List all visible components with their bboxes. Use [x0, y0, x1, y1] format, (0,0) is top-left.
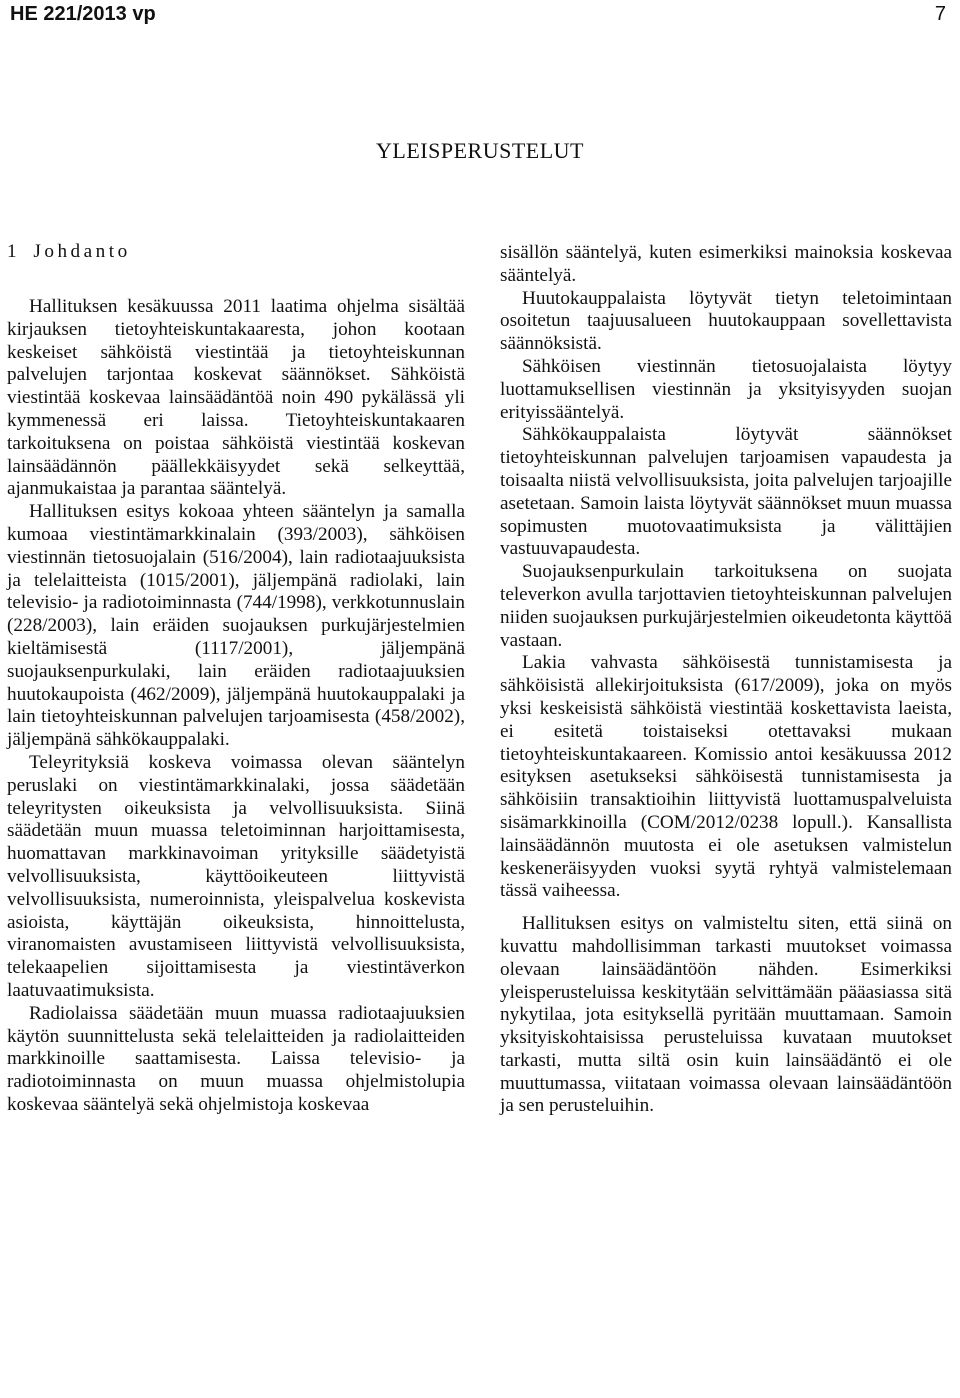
page-header — [0, 0, 960, 40]
paragraph: sisällön sääntelyä, kuten esimerkiksi mainoksia koskevaa sääntelyä. — [500, 242, 952, 286]
paragraph: Suojauksenpurkulain tarkoituksena on suojata televerkon avulla tarjottavien tietoyhteiskunnan palvelujen niiden suojauksen purkujärjestelmien oikeudetonta käyttöä vastaan. — [500, 561, 952, 651]
document-id: HE 221/2013 vp — [10, 3, 156, 25]
paragraph: Sähköisen viestinnän tietosuojalaista löytyy luottamuksellisen viestinnän ja yksityisyyden suojan erityissääntelyä. — [500, 355, 952, 423]
paragraph: Sähkökauppalaista löytyvät säännökset tietoyhteiskunnan palvelujen tarjoamisen vapaudesta ja toisaalta niistä velvollisuuksista, joita palvelujen tarjoajille asetetaan. Samoin laista löytyvät säännökset muun muassa sopimusten muotovaatimuksista ja välittäjien vastuuvapaudesta. — [500, 424, 952, 560]
page-number: 7 — [934, 3, 946, 25]
right-column — [500, 242, 952, 1118]
paragraph: Teleyrityksiä koskeva voimassa olevan sääntelyn peruslaki on viestintämarkkinalaki, jossa säädetään teleyritysten oikeuksista ja velvollisuuksista. Siinä säädetään muun muassa teletoiminnan harjoittamisesta, huomattavan markkinavoiman yrityksille säädetyistä velvollisuuksista, käyttöoikeuteen liittyvistä velvollisuuksista, numeroinnista, yleispalvelua koskevista asioista, käyttäjän oikeuksista, hinnoittelusta, viranomaisten avustamiseen liittyvistä velvollisuuksista, telekaapelien sijoittamisesta ja viestintäverkon laatuvaatimuksista. — [7, 751, 465, 1001]
paragraph: Hallituksen kesäkuussa 2011 laatima ohjelma sisältää kirjauksen tietoyhteiskuntakaaresta, johon kootaan keskeiset sähköistä viestintää ja tietoyhteiskunnan palvelujen tarjontaa koskevat säännökset. Sähköistä viestintää koskevaa lainsäädäntöä noin 490 pykälässä yli kymmenessä eri laissa. Tietoyhteiskuntakaaren tarkoituksena on poistaa sähköistä viestintää koskevan lainsäädännön päällekkäisyydet sekä selkeyttää, ajanmukaistaa ja parantaa sääntelyä. — [7, 296, 465, 500]
chapter-heading — [7, 240, 465, 264]
chapter-title: Johdanto — [33, 241, 131, 262]
paragraph: Hallituksen esitys on valmisteltu siten, että siinä on kuvattu mahdollisimman tarkasti muutokset voimassa olevaan lainsäädäntöön nähden. Esimerkiksi yleisperusteluissa keskitytään selvittämään pääasiassa sitä nykytilaa, jota esityksellä pyritään muuttamaan. Samoin yksityiskohtaisissa perusteluissa kuvataan muutokset tarkasti, mutta siltä osin kuin lainsäädäntö ei ole muuttumassa, viitataan voimassa olevaan lainsäädäntöön ja sen perusteluihin. — [500, 913, 952, 1117]
paragraph: Radiolaissa säädetään muun muassa radiotaajuuksien käytön suunnittelusta sekä telelaitteiden ja radiolaitteiden markkinoille saattamisesta. Laissa televisio- ja radiotoiminnasta on muun muassa ohjelmistolupia koskevaa sääntelyä sekä ohjelmistoja koskevaa — [7, 1002, 465, 1115]
section-title: YLEISPERUSTELUT — [376, 138, 584, 163]
chapter-number: 1 — [7, 241, 17, 262]
paragraph: Huutokauppalaista löytyvät tietyn teletoimintaan osoitetun taajuusalueen huutokauppaan sovellettavista säännöksistä. — [500, 287, 952, 355]
paragraph: Hallituksen esitys kokoaa yhteen sääntelyn ja samalla kumoaa viestintämarkkinalain (393/2003), sähköisen viestinnän tietosuojalain (516/2004), lain radiotaajuuksista ja telelaitteista (1015/2001), jäljempänä radiolaki, lain televisio- ja radiotoiminnasta (744/1998), verkkotunnuslain (228/2003), lain eräiden suojauksen purkujärjestelmien kieltämisestä (1117/2001), jäljempänä suojauksenpurkulaki, lain eräiden radiotaajuuksien huutokaupoista (462/2009), jäljempänä huutokauppalaki ja lain tietoyhteiskunnan palvelujen tarjoamisesta (458/2002), jäljempänä sähkökauppalaki. — [7, 501, 465, 751]
left-column — [7, 240, 465, 1117]
paragraph: Lakia vahvasta sähköisestä tunnistamisesta ja sähköisistä allekirjoituksista (617/2009), joka on myös yksi keskeisistä sähköistä viestintää koskettavista laeista, ei esitetä toistaiseksi otettavaksi mukaan tietoyhteiskuntakaareen. Komissio antoi kesäkuussa 2012 esityksen asetukseksi sähköisestä tunnistamisesta ja sähköisiin transaktioihin liittyvistä luottamuspalveluista sisämarkkinoilla (COM/2012/0238 lopull.). Kansallista lainsäädännön muutosta ei ole asetuksen valmistelun keskeneräisyyden vuoksi syytä ryhtyä valmistelemaan tässä vaiheessa. — [500, 652, 952, 902]
